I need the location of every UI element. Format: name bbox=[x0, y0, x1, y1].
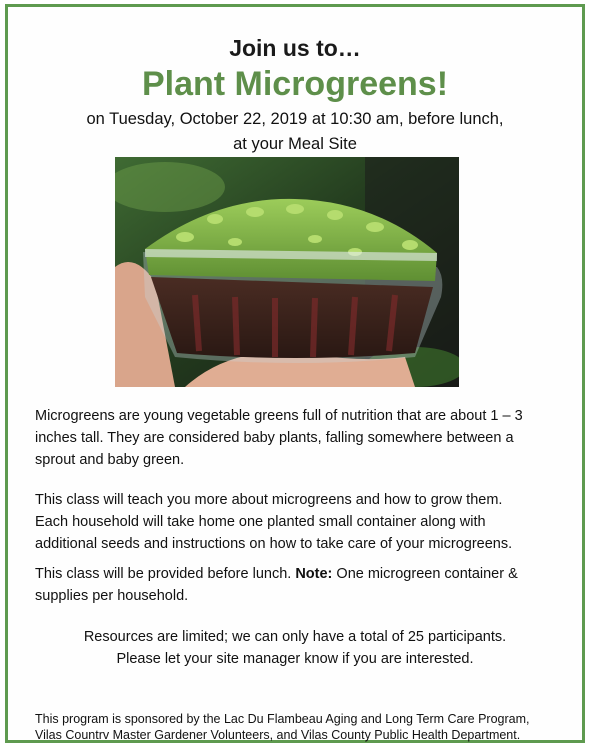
note-text: One microgreen container & bbox=[332, 566, 518, 582]
paragraph-line: inches tall. They are considered baby plants, falling somewhere between a bbox=[35, 430, 514, 446]
paragraph-line bbox=[35, 563, 565, 585]
flyer-border bbox=[5, 4, 585, 743]
paragraph-class-description bbox=[35, 489, 565, 555]
paragraph-line: This class will teach you more about microgreens and how to grow them. bbox=[35, 492, 503, 508]
event-location-line: at your Meal Site bbox=[233, 135, 357, 153]
paragraph-line: supplies per household. bbox=[35, 588, 189, 604]
timing-text: This class will be provided before lunch. bbox=[35, 566, 296, 582]
event-date-line: on Tuesday, October 22, 2019 at 10:30 am, before lunch, bbox=[86, 110, 504, 128]
sponsor-line: This program is sponsored by the Lac Du Flambeau Aging and Long Term Care Program, bbox=[35, 712, 530, 726]
paragraph-line: Microgreens are young vegetable greens full of nutrition that are about 1 – 3 bbox=[35, 408, 523, 424]
resources-notice: Resources are limited; we can only have a total of 25 participants. bbox=[83, 629, 507, 645]
paragraph-line: additional seeds and instructions on how to take care of your microgreens. bbox=[35, 536, 513, 552]
sponsor-line: Vilas Countrv Master Gardener Volunteers, and Vilas County Public Health Department. bbox=[35, 728, 521, 742]
flyer-kicker: Join us to… bbox=[229, 35, 361, 61]
note-label: Note: bbox=[295, 566, 333, 582]
paragraph-line: Each household will take home one planted small container along with bbox=[35, 514, 486, 530]
flyer-title: Plant Microgreens! bbox=[141, 65, 449, 103]
site-manager-notice: Please let your site manager know if you are interested. bbox=[116, 651, 474, 667]
microgreens-photo bbox=[115, 157, 459, 387]
paragraph-timing-note bbox=[35, 563, 565, 607]
paragraph-line: sprout and baby green. bbox=[35, 452, 185, 468]
paragraph-what-are-microgreens bbox=[35, 405, 565, 471]
